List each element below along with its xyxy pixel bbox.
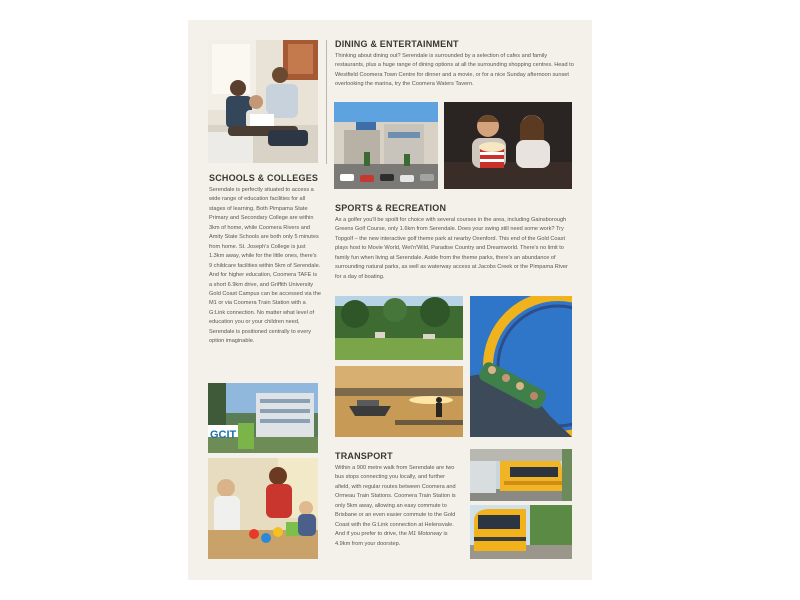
dining-body-text: Thinking about dining out? Serendale is surrounded by a selection of cafes and family restaurants, plus a huge range of dining options at all the surrounding shopping centres. Head to Westfield Coomera Town Centre for dinner and a movie, or for a nice Sunday afternoon sunset overlooking the marina, try the Coomera Waters Tavern.	[335, 53, 574, 88]
shopping-centre-photo	[334, 102, 438, 189]
childcare-photo	[208, 458, 318, 559]
dining-heading: DINING & ENTERTAINMENT	[335, 39, 459, 49]
glink-tram-photo	[470, 505, 572, 559]
golf-course-photo	[335, 296, 463, 360]
theme-park-rollercoaster-photo	[470, 296, 572, 437]
gcit-sign-text: GCIT	[210, 429, 237, 441]
sports-heading: SPORTS & RECREATION	[335, 203, 447, 213]
transport-body-motorway: M1 Motorway	[408, 531, 442, 538]
transport-body-text	[335, 464, 457, 549]
transport-heading: TRANSPORT	[335, 451, 393, 461]
transport-body-end: is 4.9km from your doorstep.	[335, 531, 448, 547]
family-reading-photo	[208, 40, 318, 163]
column-divider	[326, 40, 327, 164]
schools-body-text: Serendale is perfectly situated to access a wide range of education facilities for all stages of learning. Both Pimpama State Primary and Secondary College are within 3km of home, while Coomera Rivers and Amity State Schools are both only 5 minutes from home. St. Joseph's College is just 1.3km away, while for the little ones, there's 9 childcare facilities within 5km of Serendale. And for higher education, Coomera TAFE is a short 6.9km drive, and Griffith University Gold Coast Campus can be accessed via the M1 or via Coomera Train Station with a G:Link connection. No matter what level of education you or your children need, Serendale is positioned centrally to every option imaginable.	[209, 187, 321, 345]
train-station-photo	[470, 449, 572, 501]
sports-body-text: As a golfer you'll be spoilt for choice with several courses in the area, including Gainsborough Greens Golf Course, only 1.6km from Serendale. Does your swing still need some work? Try Topgolf – the new interactive golf theme park at nearby Oxenford. This end of the Gold Coast plays host to Movie World, Wet'n'Wild, Paradise Country and Dreamworld. There's no limit to family fun when living at Serendale. Aside from the theme parks, there's an abundance of surrounding natural parks, as well as waterway access at Jacobs Creek or the Pimpama River for a day of boating.	[335, 217, 568, 280]
transport-body-main: Within a 900 metre walk from Serendale are two bus stops connecting you locally, and further afield, with regular routes between Coomera and Ormeau Train Stations. Coomera Train Station is only 5km away, allowing an easy commute to Brisbane or an even easier commute to the Gold Coast with the G:Link connection at Helensvale. And if you prefer to drive, the	[335, 465, 456, 538]
cinema-couple-photo	[444, 102, 572, 189]
boating-sunset-photo	[335, 366, 463, 437]
college-building-photo	[208, 383, 318, 453]
schools-heading: SCHOOLS & COLLEGES	[209, 173, 319, 183]
